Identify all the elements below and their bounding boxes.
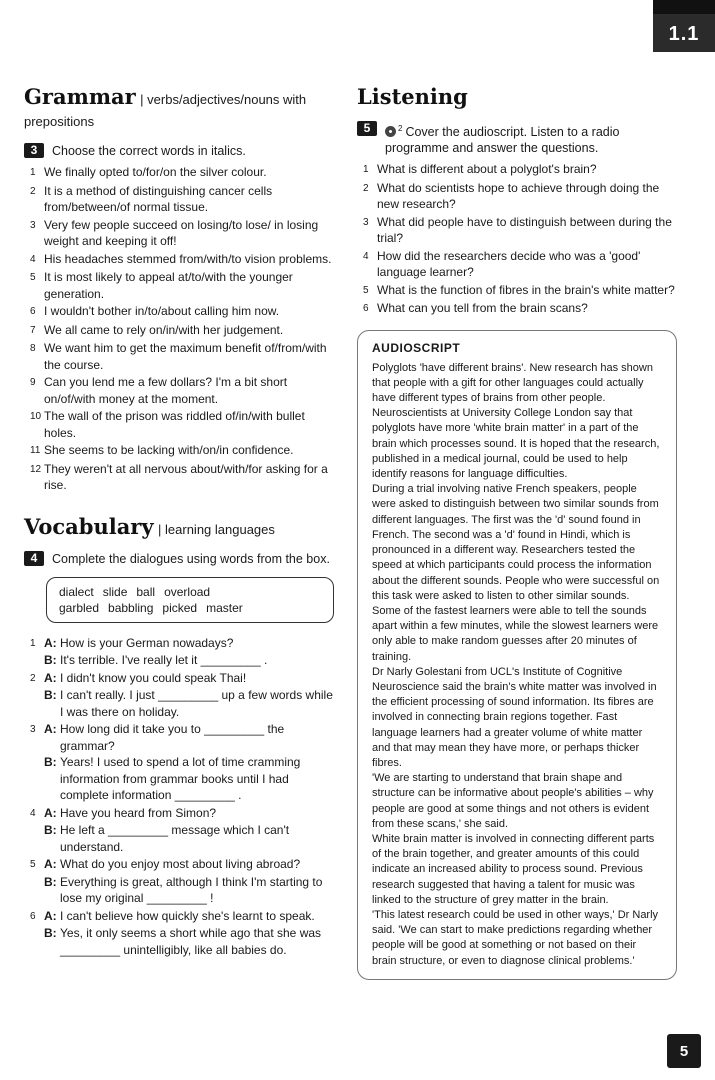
grammar-title: Grammar: [24, 84, 136, 109]
audio-cd-icon: [385, 126, 396, 137]
dialogue: [24, 635, 336, 669]
audioscript-paragraph: Dr Narly Golestani from UCL's Institute of Cognitive Neuroscience said the brain's white matter was involved in the efficient processing of sound information. Its fibres are involved in connecting brain regions together. Fast language learners had a greater volume of white matter and that may mean they have more, or perhaps thicker fibres.: [372, 665, 657, 769]
word-box-row-1: [59, 584, 321, 600]
speaker-b: B:: [44, 926, 57, 940]
dialogue: [24, 908, 336, 959]
item-text: They weren't at all nervous about/with/for asking for a rise.: [44, 461, 328, 492]
audioscript-box: [357, 330, 677, 980]
dialogue-number: 6: [30, 910, 36, 922]
item-number: 9: [30, 377, 36, 388]
speaker-a: A:: [44, 722, 57, 736]
word: garbled: [59, 600, 100, 615]
dialogue-number: 4: [30, 807, 36, 819]
audioscript-paragraph: White brain matter is involved in connecting different parts of the brain together, and greater amounts of this could indicate an increased ability to process sound. Previous research suggested that having a talent for music was linked to the structure of grey matter in the brain.: [372, 832, 655, 906]
item-number: 8: [30, 343, 36, 354]
list-item: [24, 374, 336, 407]
audioscript-title: AUDIOSCRIPT: [372, 340, 461, 355]
grammar-instruction: Choose the correct words in italics.: [52, 144, 246, 158]
word: master: [206, 600, 243, 615]
line-b: I can't really. I just _________ up a few words while I was there on holiday.: [60, 688, 333, 719]
line-b: Everything is great, although I think I'm starting to lose my original _________ !: [60, 874, 323, 905]
list-item: [357, 214, 677, 247]
item-number: 4: [30, 253, 36, 265]
item-text: We want him to get the maximum benefit of/from/with the course.: [44, 341, 327, 372]
dialogue: [24, 856, 336, 907]
list-item: [24, 164, 336, 182]
item-text: What do scientists hope to achieve through doing the new research?: [377, 180, 660, 212]
item-text: The wall of the prison was riddled of/in/with bullet holes.: [44, 409, 305, 440]
listening-header: [357, 86, 677, 111]
item-number: 2: [363, 182, 369, 194]
vocabulary-title: Vocabulary: [24, 513, 154, 539]
grammar-items: [24, 164, 336, 494]
listening-instruction: Cover the audioscript. Listen to a radio programme and answer the questions.: [385, 125, 620, 156]
list-item: [24, 461, 336, 494]
item-number: 5: [30, 272, 36, 283]
word-box: [46, 577, 334, 623]
item-text: I wouldn't bother in/to/about calling him now.: [44, 304, 280, 318]
item-text: It is a method of distinguishing cancer cells from/between/of normal tissue.: [44, 183, 273, 214]
item-text: We all came to rely on/in/with her judgement.: [44, 322, 284, 337]
line-b: He left a _________ message which I can't understand.: [60, 823, 290, 854]
item-number: 12: [30, 463, 42, 475]
item-text: Can you lend me a few dollars? I'm a bit short on/of/with money at the moment.: [44, 375, 288, 406]
line-a: I can't believe how quickly she's learnt to speak.: [60, 908, 315, 923]
item-number: 6: [30, 306, 36, 317]
item-number: 2: [30, 185, 36, 197]
list-item: [24, 408, 336, 441]
word-box-row-2: [59, 600, 321, 616]
right-column: [357, 86, 677, 980]
line-a: Have you heard from Simon?: [60, 805, 217, 820]
dialogue-number: 5: [30, 859, 36, 870]
speaker-a: A:: [44, 908, 57, 923]
dialogue: [24, 670, 336, 721]
audioscript-paragraph: Some of the fastest learners were able to tell the sounds apart within a few minutes, while the slowest learners were only able to make random guesses after 20 minutes of training.: [372, 604, 659, 663]
line-a: I didn't know you could speak Thai!: [60, 670, 247, 685]
speaker-b: B:: [44, 874, 57, 889]
list-item: [24, 303, 336, 321]
speaker-a: A:: [44, 805, 57, 820]
list-item: [357, 282, 677, 300]
word: ball: [136, 584, 156, 599]
word: picked: [162, 600, 198, 615]
speaker-b: B:: [44, 823, 57, 837]
list-item: [24, 251, 336, 269]
track-number: 2: [398, 124, 403, 133]
word: dialect: [59, 584, 94, 599]
item-text: How did the researchers decide who was a 'good' language learner?: [377, 248, 641, 280]
dialogue-number: 1: [30, 637, 36, 649]
exercise-number-4: 4: [24, 551, 44, 566]
vocabulary-subtitle: | learning languages: [158, 521, 275, 537]
list-item: [24, 183, 336, 216]
unit-label: 1.1: [668, 23, 700, 45]
item-text: Very few people succeed on losing/to lose/ in losing weight and keeping it off!: [44, 217, 319, 248]
grammar-subtitle: | verbs/adjectives/nouns with prepositions: [24, 92, 307, 129]
list-item: [24, 269, 336, 302]
audioscript-paragraph: 'This latest research could be used in other ways,' Dr Narly said. 'We can start to make predictions regarding whether people will be good at something or not based on their brain structure, or even to diagnose clinical problems.': [372, 908, 659, 967]
speaker-a: A:: [44, 635, 57, 650]
item-number: 5: [363, 284, 369, 296]
speaker-b: B:: [44, 688, 57, 702]
speaker-a: A:: [44, 670, 57, 685]
item-number: 3: [363, 216, 369, 228]
item-number: 1: [30, 167, 36, 178]
list-item: [357, 248, 677, 281]
vocabulary-instruction: Complete the dialogues using words from the box.: [52, 551, 330, 566]
exercise-number-3: 3: [24, 143, 44, 158]
listening-instruction-row: [357, 121, 677, 156]
exercise-number-5: 5: [357, 121, 377, 136]
item-number: 6: [363, 303, 369, 315]
line-a: What do you enjoy most about living abroad?: [60, 857, 301, 871]
list-item: [357, 180, 677, 213]
audioscript-paragraph: During a trial involving native French speakers, people were asked to distinguish between two similar sounds from different languages. The first was the 'd' sound found in French. The second was a 'd' found in Hindi, which is pronounced in a different way. Researchers tested the speed at which participants could process the information about the different sounds. People who were successful on this task were asked to listen to other similar sounds.: [372, 483, 660, 602]
item-text: What can you tell from the brain scans?: [377, 301, 588, 316]
listening-title: Listening: [357, 84, 468, 109]
word: overload: [164, 584, 211, 599]
dialogues: [24, 635, 336, 959]
item-text: What is different about a polyglot's brain?: [377, 162, 597, 177]
list-item: [24, 322, 336, 340]
list-item: [24, 340, 336, 373]
listening-questions: [357, 161, 677, 318]
list-item: [24, 217, 336, 250]
list-item: [357, 161, 677, 179]
item-number: 1: [363, 164, 369, 176]
vocabulary-header: [24, 513, 336, 541]
item-number: 4: [363, 250, 369, 262]
item-number: 3: [30, 219, 36, 231]
dialogue-number: 2: [30, 672, 36, 684]
line-a: How is your German nowadays?: [60, 635, 234, 650]
item-text: It is most likely to appeal at/to/with the younger generation.: [44, 270, 293, 301]
line-b: Yes, it only seems a short while ago that she was _________ unintelligibly, like all babies do.: [60, 926, 322, 957]
item-text: What is the function of fibres in the brain's white matter?: [377, 282, 675, 297]
word: slide: [102, 584, 128, 599]
speaker-b: B:: [44, 653, 57, 667]
audioscript-paragraph: 'We are starting to understand that brain shape and structure can be informative about people's abilities – why people are good at some things and not others is evident from these scans,' she said.: [372, 772, 654, 830]
list-item: [357, 300, 677, 318]
grammar-header: [24, 86, 336, 133]
left-column: [24, 86, 336, 959]
item-number: 11: [30, 445, 41, 456]
item-text: She seems to be lacking with/on/in confidence.: [44, 443, 294, 457]
dialogue-number: 3: [30, 724, 36, 735]
line-b: It's terrible. I've really let it _________ .: [60, 653, 268, 667]
speaker-b: B:: [44, 755, 57, 769]
vocabulary-instruction-row: [24, 551, 336, 567]
item-number: 10: [30, 411, 42, 422]
dialogue: [24, 805, 336, 856]
item-text: His headaches stemmed from/with/to vision problems.: [44, 251, 332, 266]
line-b: Years! I used to spend a lot of time cramming information from grammar books until I had complete information _________ .: [60, 755, 301, 802]
unit-tab: [653, 0, 715, 52]
audioscript-paragraph: Polyglots 'have different brains'. New research has shown that people with a gift for other languages could actually have different types of brains from other people. Neuroscientists at University College London say that polyglots have more 'white brain matter' in a part of the brain which processes sound. It is hoped that the research, published in a medical journal, could be used to help identify reasons for language difficulties.: [372, 361, 660, 481]
list-item: [24, 442, 336, 460]
grammar-instruction-row: [24, 143, 336, 159]
word: babbling: [108, 600, 154, 615]
item-number: 7: [30, 324, 36, 336]
item-text: What did people have to distinguish between during the trial?: [377, 214, 672, 246]
dialogue: [24, 721, 336, 804]
page-number: 5: [667, 1034, 701, 1068]
item-text: We finally opted to/for/on the silver colour.: [44, 165, 267, 179]
line-a: How long did it take you to _________ the grammar?: [60, 722, 285, 753]
speaker-a: A:: [44, 857, 57, 871]
